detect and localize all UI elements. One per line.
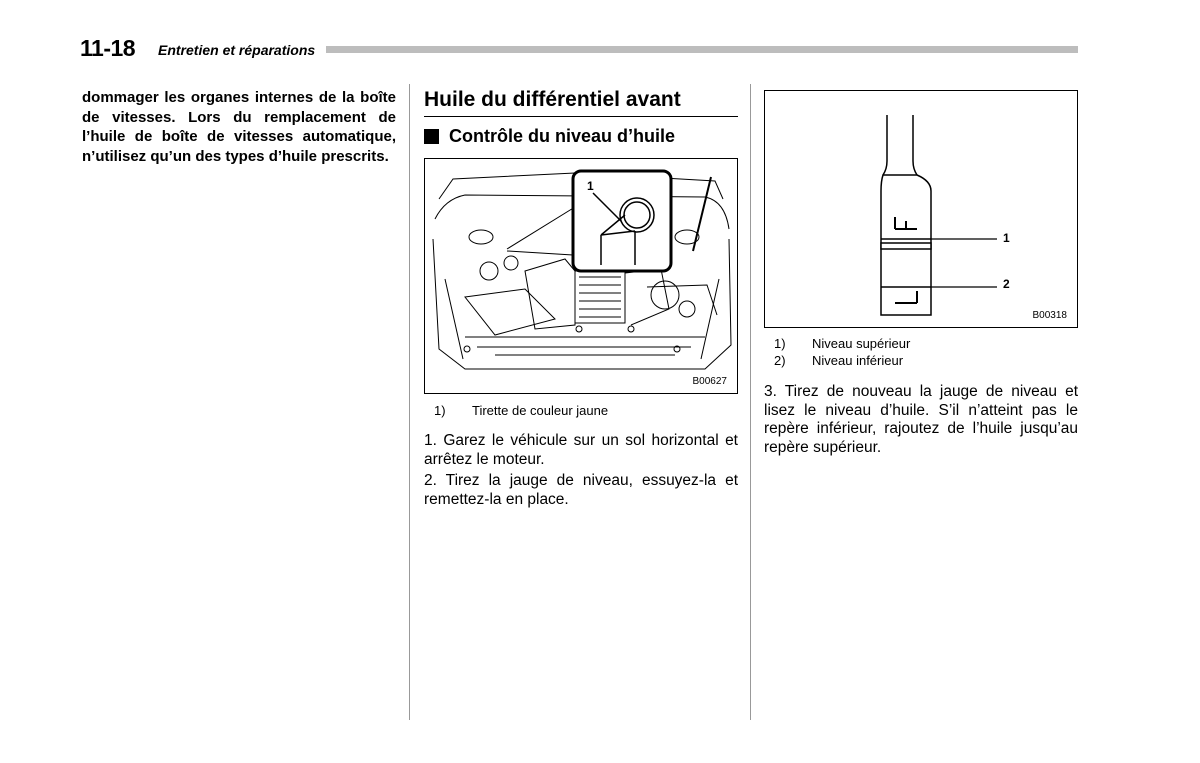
- caption-number: 1): [774, 336, 786, 351]
- dipstick-figure: [764, 90, 1078, 328]
- figure-caption-1: [774, 335, 910, 352]
- section-name: Entretien et réparations: [158, 42, 316, 58]
- engine-illustration: [425, 159, 739, 395]
- figure-callout-2: 2: [1003, 277, 1010, 291]
- step-1: 1. Garez le véhicule sur un sol horizontal et arrêtez le moteur.: [424, 432, 738, 468]
- page-number: 11-18: [80, 35, 136, 61]
- figure-callout-1: 1: [1003, 231, 1010, 245]
- dipstick-illustration: [765, 91, 1079, 329]
- page-header: [80, 34, 1080, 64]
- step-3: 3. Tirez de nouveau la jauge de niveau et lisez le niveau d’huile. S’il n’atteint pas le repère inférieur, rajoutez de l’huile jusqu’au repère supérieur.: [764, 383, 1078, 456]
- figure-caption-2: [774, 352, 903, 369]
- caption-text: Niveau supérieur: [812, 336, 911, 351]
- column-divider-left: [409, 84, 410, 720]
- subsection-title-text: Contrôle du niveau d’huile: [449, 126, 676, 146]
- figure-caption: [434, 402, 608, 419]
- section-title: Huile du différentiel avant: [424, 88, 681, 111]
- caption-text: Tirette de couleur jaune: [472, 403, 609, 418]
- figure-code: B00627: [692, 376, 727, 387]
- warning-text: dommager les organes internes de la boîte de vitesses. Lors du remplacement de l’huile de boîte de vitesses automatique, n’utilisez qu’un des types d’huile prescrits.: [82, 89, 396, 165]
- engine-compartment-figure: [424, 158, 738, 394]
- square-bullet-icon: [424, 129, 439, 144]
- caption-number: 2): [774, 353, 786, 368]
- column-divider-right: [750, 84, 751, 720]
- header-rule: [326, 46, 1078, 53]
- figure-callout-1: 1: [587, 179, 594, 193]
- caption-text: Niveau inférieur: [812, 353, 904, 368]
- figure-code: B00318: [1032, 310, 1067, 321]
- step-2: 2. Tirez la jauge de niveau, essuyez-la et remettez-la en place.: [424, 472, 738, 508]
- caption-number: 1): [434, 403, 446, 418]
- subsection-title: [424, 126, 675, 147]
- section-title-rule: [424, 116, 738, 117]
